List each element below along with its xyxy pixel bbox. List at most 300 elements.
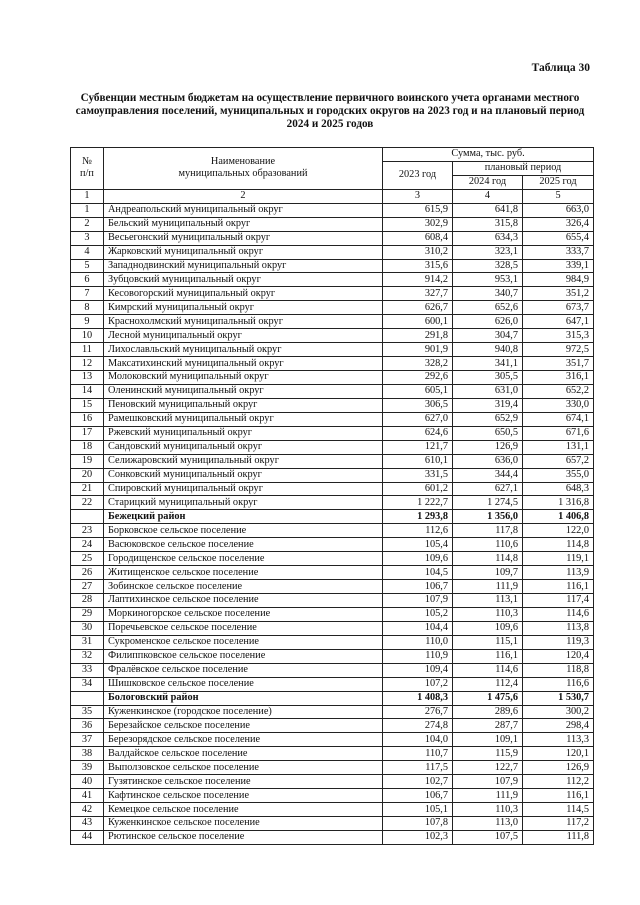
value-2025: 333,7 (523, 245, 594, 259)
table-row (71, 621, 594, 635)
table-row (71, 677, 594, 691)
table-row (71, 287, 594, 301)
value-2025: 351,7 (523, 357, 594, 371)
table-row (71, 761, 594, 775)
row-number: 13 (71, 371, 104, 385)
value-2023: 315,6 (383, 259, 453, 273)
value-2023: 105,4 (383, 538, 453, 552)
value-2025: 113,8 (523, 621, 594, 635)
municipality-name: Рамешковский муниципальный округ (104, 412, 383, 426)
municipality-name: Весьегонский муниципальный округ (104, 231, 383, 245)
header-year-2023: 2023 год (383, 161, 453, 189)
value-2024: 109,1 (453, 733, 523, 747)
value-2024: 328,5 (453, 259, 523, 273)
value-2024: 110,6 (453, 538, 523, 552)
value-2024: 115,1 (453, 635, 523, 649)
table-row (71, 705, 594, 719)
municipality-name: Васюковское сельское поселение (104, 538, 383, 552)
value-2024: 340,7 (453, 287, 523, 301)
table-row (71, 635, 594, 649)
header-year-2024: 2024 год (453, 175, 523, 189)
table-body (71, 148, 594, 845)
value-2023: 327,7 (383, 287, 453, 301)
municipality-name: Молоковский муниципальный округ (104, 371, 383, 385)
value-2025: 111,8 (523, 830, 594, 844)
value-2024: 122,7 (453, 761, 523, 775)
municipality-name: Городищенское сельское поселение (104, 552, 383, 566)
municipality-name: Куженкинское (городское поселение) (104, 705, 383, 719)
value-2023: 601,2 (383, 482, 453, 496)
municipality-name: Зубцовский муниципальный округ (104, 273, 383, 287)
value-2024: 112,4 (453, 677, 523, 691)
row-number: 10 (71, 329, 104, 343)
header-name-line1: Наименование (210, 156, 276, 168)
row-number: 36 (71, 719, 104, 733)
table-row (71, 231, 594, 245)
table-row (71, 817, 594, 831)
table-row (71, 566, 594, 580)
table-row (71, 803, 594, 817)
header-num-2: п/п (80, 168, 94, 180)
document-title (70, 92, 590, 131)
row-number: 3 (71, 231, 104, 245)
value-2024: 126,9 (453, 440, 523, 454)
row-number: 28 (71, 594, 104, 608)
value-2023: 106,7 (383, 789, 453, 803)
column-number: 4 (453, 189, 523, 203)
value-2024: 319,4 (453, 398, 523, 412)
municipality-name: Кафтинское сельское поселение (104, 789, 383, 803)
table-row (71, 343, 594, 357)
value-2025: 113,9 (523, 566, 594, 580)
value-2025: 673,7 (523, 301, 594, 315)
value-2025: 112,2 (523, 775, 594, 789)
municipality-name: Спировский муниципальный округ (104, 482, 383, 496)
value-2024: 114,6 (453, 663, 523, 677)
table-row (71, 454, 594, 468)
value-2025: 298,4 (523, 719, 594, 733)
row-number: 17 (71, 426, 104, 440)
value-2024: 289,6 (453, 705, 523, 719)
value-2025: 972,5 (523, 343, 594, 357)
row-number: 38 (71, 747, 104, 761)
value-2024: 115,9 (453, 747, 523, 761)
header-year-2025: 2025 год (523, 175, 594, 189)
value-2023: 600,1 (383, 315, 453, 329)
value-2024: 652,6 (453, 301, 523, 315)
value-2025: 116,1 (523, 580, 594, 594)
municipality-name: Шишковское сельское поселение (104, 677, 383, 691)
value-2025: 326,4 (523, 217, 594, 231)
value-2023: 106,7 (383, 580, 453, 594)
row-number: 20 (71, 468, 104, 482)
row-number: 19 (71, 454, 104, 468)
value-2025: 1 406,8 (523, 510, 594, 524)
row-number: 41 (71, 789, 104, 803)
table-row (71, 607, 594, 621)
municipality-name: Рютинское сельское поселение (104, 830, 383, 844)
value-2025: 300,2 (523, 705, 594, 719)
value-2025: 652,2 (523, 384, 594, 398)
value-2025: 655,4 (523, 231, 594, 245)
municipality-name: Житищенское сельское поселение (104, 566, 383, 580)
district-total-row (71, 691, 594, 705)
row-number: 34 (71, 677, 104, 691)
municipality-name: Сонковский муниципальный округ (104, 468, 383, 482)
value-2023: 615,9 (383, 203, 453, 217)
value-2023: 291,8 (383, 329, 453, 343)
value-2025: 671,6 (523, 426, 594, 440)
row-number: 4 (71, 245, 104, 259)
value-2025: 120,1 (523, 747, 594, 761)
table-row (71, 259, 594, 273)
table-row (71, 426, 594, 440)
value-2023: 107,2 (383, 677, 453, 691)
table-row (71, 747, 594, 761)
row-number: 21 (71, 482, 104, 496)
value-2024: 107,9 (453, 775, 523, 789)
value-2023: 1 222,7 (383, 496, 453, 510)
municipality-name: Селижаровский муниципальный округ (104, 454, 383, 468)
value-2023: 109,6 (383, 552, 453, 566)
value-2025: 657,2 (523, 454, 594, 468)
municipality-name: Березорядское сельское поселение (104, 733, 383, 747)
municipality-name: Западнодвинский муниципальный округ (104, 259, 383, 273)
district-total-row (71, 510, 594, 524)
value-2025: 339,1 (523, 259, 594, 273)
value-2024: 344,4 (453, 468, 523, 482)
title-line: самоуправления поселений, муниципальных и городских округов на 2023 год и на плановый период (75, 105, 585, 117)
value-2025: 131,1 (523, 440, 594, 454)
value-2024: 116,1 (453, 649, 523, 663)
value-2024: 113,0 (453, 817, 523, 831)
municipality-name: Жарковский муниципальный округ (104, 245, 383, 259)
table-row (71, 496, 594, 510)
table-row (71, 315, 594, 329)
municipality-name: Березайское сельское поселение (104, 719, 383, 733)
row-number: 42 (71, 803, 104, 817)
column-number: 2 (104, 189, 383, 203)
value-2023: 102,7 (383, 775, 453, 789)
municipality-name: Лаптихинское сельское поселение (104, 594, 383, 608)
row-number: 22 (71, 496, 104, 510)
value-2023: 1 408,3 (383, 691, 453, 705)
value-2024: 1 356,0 (453, 510, 523, 524)
table-row (71, 482, 594, 496)
value-2023: 104,0 (383, 733, 453, 747)
value-2023: 107,8 (383, 817, 453, 831)
row-number: 35 (71, 705, 104, 719)
value-2024: 650,5 (453, 426, 523, 440)
municipality-name: Андреапольский муниципальный округ (104, 203, 383, 217)
value-2024: 627,1 (453, 482, 523, 496)
row-number (71, 691, 104, 705)
row-number: 1 (71, 203, 104, 217)
value-2024: 953,1 (453, 273, 523, 287)
value-2025: 647,1 (523, 315, 594, 329)
table-row (71, 649, 594, 663)
value-2024: 323,1 (453, 245, 523, 259)
header-num-cell (71, 148, 104, 190)
value-2025: 118,8 (523, 663, 594, 677)
value-2023: 276,7 (383, 705, 453, 719)
municipality-name: Ржевский муниципальный округ (104, 426, 383, 440)
table-row (71, 719, 594, 733)
value-2023: 608,4 (383, 231, 453, 245)
table-row (71, 398, 594, 412)
value-2024: 626,0 (453, 315, 523, 329)
column-number: 5 (523, 189, 594, 203)
value-2025: 126,9 (523, 761, 594, 775)
value-2025: 1 316,8 (523, 496, 594, 510)
subvention-table (70, 147, 594, 845)
value-2025: 116,1 (523, 789, 594, 803)
municipality-name: Бежецкий район (104, 510, 383, 524)
value-2024: 1 475,6 (453, 691, 523, 705)
value-2024: 107,5 (453, 830, 523, 844)
value-2025: 355,0 (523, 468, 594, 482)
value-2023: 104,5 (383, 566, 453, 580)
value-2025: 119,1 (523, 552, 594, 566)
row-number: 12 (71, 357, 104, 371)
row-number: 29 (71, 607, 104, 621)
header-plan-period: плановый период (453, 161, 594, 175)
row-number: 23 (71, 524, 104, 538)
value-2024: 652,9 (453, 412, 523, 426)
value-2023: 914,2 (383, 273, 453, 287)
value-2024: 631,0 (453, 384, 523, 398)
municipality-name: Кемецкое сельское поселение (104, 803, 383, 817)
value-2024: 110,3 (453, 607, 523, 621)
value-2023: 306,5 (383, 398, 453, 412)
header-num: № (82, 156, 92, 168)
row-number: 25 (71, 552, 104, 566)
header-sum: Сумма, тыс. руб. (383, 148, 594, 162)
value-2024: 940,8 (453, 343, 523, 357)
value-2023: 110,0 (383, 635, 453, 649)
value-2024: 113,1 (453, 594, 523, 608)
header-name-cell (104, 148, 383, 190)
row-number: 43 (71, 817, 104, 831)
table-row (71, 733, 594, 747)
table-row (71, 412, 594, 426)
municipality-name: Старицкий муниципальный округ (104, 496, 383, 510)
value-2025: 663,0 (523, 203, 594, 217)
value-2023: 110,7 (383, 747, 453, 761)
value-2023: 112,6 (383, 524, 453, 538)
value-2023: 107,9 (383, 594, 453, 608)
row-number: 27 (71, 580, 104, 594)
municipality-name: Зобинское сельское поселение (104, 580, 383, 594)
municipality-name: Оленинский муниципальный округ (104, 384, 383, 398)
value-2025: 315,3 (523, 329, 594, 343)
value-2025: 316,1 (523, 371, 594, 385)
table-row (71, 371, 594, 385)
value-2024: 315,8 (453, 217, 523, 231)
value-2023: 117,5 (383, 761, 453, 775)
value-2024: 110,3 (453, 803, 523, 817)
value-2023: 310,2 (383, 245, 453, 259)
row-number: 9 (71, 315, 104, 329)
municipality-name: Филиппковское сельское поселение (104, 649, 383, 663)
value-2024: 111,9 (453, 580, 523, 594)
value-2025: 122,0 (523, 524, 594, 538)
header-row (71, 148, 594, 162)
value-2023: 102,3 (383, 830, 453, 844)
value-2023: 610,1 (383, 454, 453, 468)
row-number: 40 (71, 775, 104, 789)
municipality-name: Фралёвское сельское поселение (104, 663, 383, 677)
value-2025: 119,3 (523, 635, 594, 649)
value-2023: 292,6 (383, 371, 453, 385)
municipality-name: Сандовский муниципальный округ (104, 440, 383, 454)
row-number: 11 (71, 343, 104, 357)
table-row (71, 468, 594, 482)
table-row (71, 663, 594, 677)
row-number: 31 (71, 635, 104, 649)
row-number: 14 (71, 384, 104, 398)
row-number: 33 (71, 663, 104, 677)
municipality-name: Моркиногорское сельское поселение (104, 607, 383, 621)
value-2023: 274,8 (383, 719, 453, 733)
table-row (71, 538, 594, 552)
value-2023: 302,9 (383, 217, 453, 231)
column-number: 3 (383, 189, 453, 203)
table-label: Таблица 30 (531, 62, 590, 74)
value-2025: 984,9 (523, 273, 594, 287)
value-2024: 109,7 (453, 566, 523, 580)
value-2025: 1 530,7 (523, 691, 594, 705)
value-2024: 641,8 (453, 203, 523, 217)
value-2024: 109,6 (453, 621, 523, 635)
table-row (71, 301, 594, 315)
table-row (71, 273, 594, 287)
municipality-name: Поречьевское сельское поселение (104, 621, 383, 635)
value-2023: 104,4 (383, 621, 453, 635)
row-number: 39 (71, 761, 104, 775)
value-2024: 304,7 (453, 329, 523, 343)
row-number: 37 (71, 733, 104, 747)
municipality-name: Лихославльский муниципальный округ (104, 343, 383, 357)
column-number: 1 (71, 189, 104, 203)
row-number: 24 (71, 538, 104, 552)
table-row (71, 594, 594, 608)
value-2023: 624,6 (383, 426, 453, 440)
row-number: 15 (71, 398, 104, 412)
value-2023: 121,7 (383, 440, 453, 454)
municipality-name: Борковское сельское поселение (104, 524, 383, 538)
value-2024: 636,0 (453, 454, 523, 468)
value-2025: 117,4 (523, 594, 594, 608)
value-2024: 634,3 (453, 231, 523, 245)
value-2023: 605,1 (383, 384, 453, 398)
table-row (71, 245, 594, 259)
municipality-name: Сукроменское сельское поселение (104, 635, 383, 649)
row-number: 18 (71, 440, 104, 454)
municipality-name: Максатихинский муниципальный округ (104, 357, 383, 371)
value-2023: 331,5 (383, 468, 453, 482)
table-row (71, 552, 594, 566)
value-2023: 627,0 (383, 412, 453, 426)
municipality-name: Гузятинское сельское поселение (104, 775, 383, 789)
row-number: 26 (71, 566, 104, 580)
value-2025: 116,6 (523, 677, 594, 691)
municipality-name: Бельский муниципальный округ (104, 217, 383, 231)
value-2024: 305,5 (453, 371, 523, 385)
table-row (71, 384, 594, 398)
value-2023: 110,9 (383, 649, 453, 663)
value-2025: 114,5 (523, 803, 594, 817)
municipality-name: Бологовский район (104, 691, 383, 705)
row-number: 30 (71, 621, 104, 635)
value-2025: 114,8 (523, 538, 594, 552)
table-row (71, 830, 594, 844)
table-row (71, 357, 594, 371)
value-2024: 1 274,5 (453, 496, 523, 510)
value-2025: 117,2 (523, 817, 594, 831)
row-number: 6 (71, 273, 104, 287)
value-2025: 120,4 (523, 649, 594, 663)
value-2025: 648,3 (523, 482, 594, 496)
value-2025: 113,3 (523, 733, 594, 747)
title-line: Субвенции местным бюджетам на осуществление первичного воинского учета органами местного (80, 92, 580, 104)
municipality-name: Выползовское сельское поселение (104, 761, 383, 775)
value-2025: 351,2 (523, 287, 594, 301)
value-2025: 674,1 (523, 412, 594, 426)
value-2024: 111,9 (453, 789, 523, 803)
row-number: 32 (71, 649, 104, 663)
municipality-name: Кимрский муниципальный округ (104, 301, 383, 315)
value-2023: 109,4 (383, 663, 453, 677)
row-number: 16 (71, 412, 104, 426)
table-row (71, 789, 594, 803)
municipality-name: Пеновский муниципальный округ (104, 398, 383, 412)
table-row (71, 775, 594, 789)
row-number: 2 (71, 217, 104, 231)
column-number-row (71, 189, 594, 203)
table-row (71, 329, 594, 343)
value-2023: 901,9 (383, 343, 453, 357)
municipality-name: Куженкинское сельское поселение (104, 817, 383, 831)
table-row (71, 217, 594, 231)
value-2023: 105,2 (383, 607, 453, 621)
value-2024: 114,8 (453, 552, 523, 566)
municipality-name: Кесовогорский муниципальный округ (104, 287, 383, 301)
row-number: 8 (71, 301, 104, 315)
value-2024: 341,1 (453, 357, 523, 371)
table-row (71, 440, 594, 454)
value-2023: 328,2 (383, 357, 453, 371)
value-2023: 105,1 (383, 803, 453, 817)
value-2023: 626,7 (383, 301, 453, 315)
table-row (71, 580, 594, 594)
header-name-line2: муниципальных образований (178, 168, 308, 180)
value-2024: 117,8 (453, 524, 523, 538)
table-row (71, 203, 594, 217)
value-2023: 1 293,8 (383, 510, 453, 524)
municipality-name: Валдайское сельское поселение (104, 747, 383, 761)
table-row (71, 524, 594, 538)
row-number: 7 (71, 287, 104, 301)
row-number: 5 (71, 259, 104, 273)
value-2025: 114,6 (523, 607, 594, 621)
title-line: 2024 и 2025 годов (286, 118, 374, 130)
value-2024: 287,7 (453, 719, 523, 733)
municipality-name: Лесной муниципальный округ (104, 329, 383, 343)
value-2025: 330,0 (523, 398, 594, 412)
row-number (71, 510, 104, 524)
municipality-name: Краснохолмский муниципальный округ (104, 315, 383, 329)
